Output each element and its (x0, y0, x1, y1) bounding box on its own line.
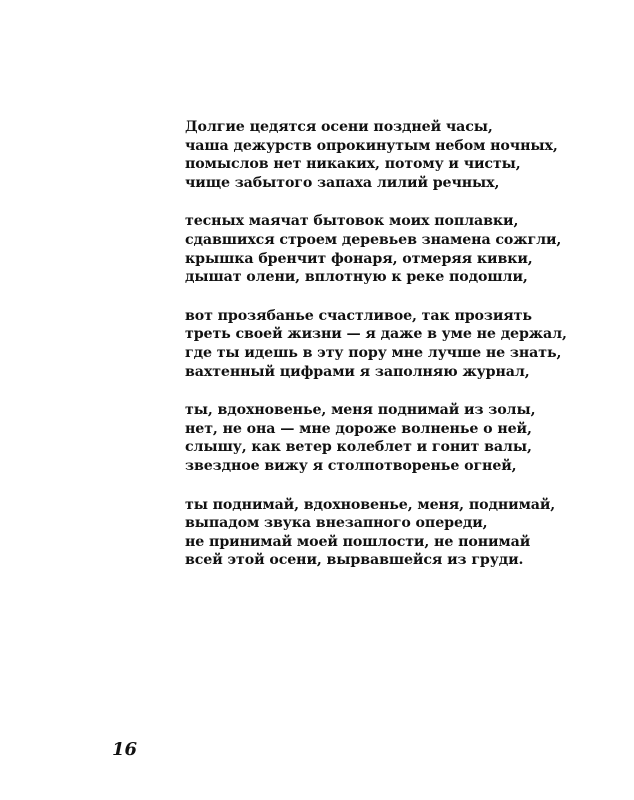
poem-line: вахтенный цифрами я заполняю журнал, (185, 363, 530, 380)
poem (185, 118, 615, 590)
poem-line: звездное вижу я столпотворенье огней, (185, 457, 517, 474)
poem-line: чаша дежурств опрокинутым небом ночных, (185, 137, 558, 154)
poem-line: выпадом звука внезапного опереди, (185, 515, 488, 532)
poem-line: вот прозябанье счастливое, так прозиять (185, 307, 532, 324)
poem-line: не принимай моей пошлости, не понимай (185, 533, 531, 550)
stanza-2 (185, 212, 615, 286)
poem-line: крышка бренчит фонаря, отмеряя кивки, (185, 250, 533, 267)
poem-line: треть своей жизни — я даже в уме не держал, (185, 326, 567, 343)
poem-line: нет, не она — мне дороже волненье о ней, (185, 420, 532, 437)
poem-line: чище забытого запаха лилий речных, (185, 174, 500, 191)
page-number: 16 (112, 739, 138, 760)
poem-line: помыслов нет никаких, потому и чисты, (185, 156, 521, 173)
poem-line: ты поднимай, вдохновенье, меня, поднимай, (185, 496, 556, 513)
poem-line: сдавшихся строем деревьев знамена сожгли, (185, 231, 562, 248)
poem-line: Долгие цедятся осени поздней часы, (185, 119, 493, 135)
poem-line: тесных маячат бытовок моих поплавки, (185, 213, 519, 230)
stanza-3 (185, 307, 615, 381)
stanza-1 (185, 118, 615, 192)
poem-line: где ты идешь в эту пору мне лучше не знать, (185, 344, 562, 361)
stanza-5 (185, 496, 615, 570)
poem-line: ты, вдохновенье, меня поднимай из золы, (185, 402, 536, 419)
poem-line: слышу, как ветер колеблет и гонит валы, (185, 439, 532, 456)
poem-line: всей этой осени, вырвавшейся из груди. (185, 552, 524, 569)
poem-line: дышат олени, вплотную к реке подошли, (185, 269, 528, 286)
stanza-4 (185, 401, 615, 475)
